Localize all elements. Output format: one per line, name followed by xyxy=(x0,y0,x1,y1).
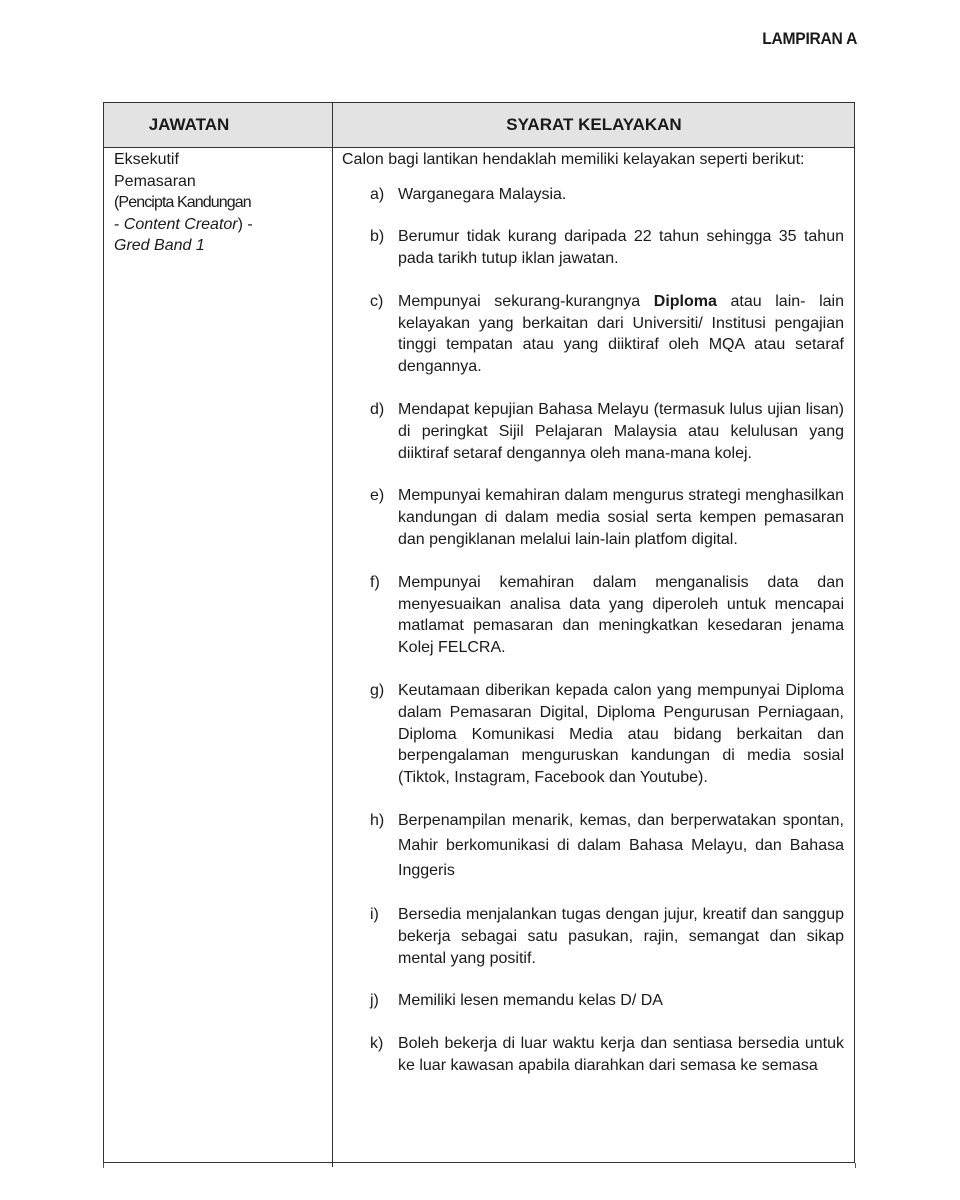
requirement-text: Berumur tidak kurang daripada 22 tahun sehingga 35 tahun pada tarikh tutup iklan jawatan. xyxy=(398,228,844,268)
requirement-item xyxy=(370,680,848,789)
annex-label: LAMPIRAN A xyxy=(762,29,857,48)
requirement-label: i) xyxy=(370,906,379,924)
position-prefix: - xyxy=(114,215,124,233)
requirement-label: b) xyxy=(370,228,385,246)
position-line: (Pencipta Kandungan xyxy=(114,194,251,211)
column-divider xyxy=(332,103,333,1167)
requirement-text: Bersedia menjalankan tugas dengan jujur, kreatif dan sanggup bekerja sebagai satu pasukan, rajin, semangat dan sikap mental yang positif. xyxy=(398,906,844,967)
requirement-label: e) xyxy=(370,487,385,505)
requirement-label: g) xyxy=(370,682,385,700)
requirement-text: Keutamaan diberikan kepada calon yang mempunyai Diploma dalam Pemasaran Digital, Diploma Pengurusan Perniagaan, Diploma Komunikasi Media atau bidang berkaitan dan berpengalaman menguruskan kandungan di media sosial (Tiktok, Instagram, Facebook dan Youtube). xyxy=(398,682,844,787)
position-line xyxy=(114,214,329,236)
table-border-tick xyxy=(103,1163,104,1168)
requirement-item xyxy=(370,291,848,378)
requirements-intro: Calon bagi lantikan hendaklah memiliki kelayakan seperti berikut: xyxy=(342,151,805,168)
requirement-item xyxy=(370,808,848,883)
requirement-bold: Diploma xyxy=(653,292,717,310)
eligibility-table xyxy=(103,102,855,1163)
requirement-label: d) xyxy=(370,401,385,419)
table-header xyxy=(104,103,854,148)
requirements-cell xyxy=(342,149,848,1077)
position-line: Pemasaran xyxy=(114,172,196,190)
position-italic: Content Creator xyxy=(123,215,238,233)
requirement-item xyxy=(370,226,848,270)
position-grade: Gred Band 1 xyxy=(114,237,205,254)
requirement-label: h) xyxy=(370,812,385,830)
requirement-text: Mendapat kepujian Bahasa Melayu (termasuk lulus ujian lisan) di peringkat Sijil Pelajaran Malaysia atau kelulusan yang diiktiraf setaraf dengannya oleh mana-mana kolej. xyxy=(398,401,844,462)
requirement-label: j) xyxy=(370,992,379,1010)
requirement-label: f) xyxy=(370,573,380,591)
requirement-text: Boleh bekerja di luar waktu kerja dan sentiasa bersedia untuk ke luar kawasan apabila diarahkan dari semasa ke semasa xyxy=(398,1035,844,1075)
requirement-label: k) xyxy=(370,1035,384,1053)
header-position: JAWATAN xyxy=(148,115,230,134)
requirement-item xyxy=(370,399,848,464)
position-line: Eksekutif xyxy=(114,151,179,168)
requirement-text: Berpenampilan menarik, kemas, dan berperwatakan spontan, Mahir berkomunikasi di dalam Bahasa Melayu, dan Bahasa Inggeris xyxy=(398,812,844,880)
requirement-item xyxy=(370,990,848,1012)
requirement-item xyxy=(370,1033,848,1077)
position-cell xyxy=(114,149,329,257)
requirement-item xyxy=(370,904,848,969)
position-suffix: ) - xyxy=(237,215,253,233)
requirement-text: Mempunyai sekurang-kurangnya Diploma atau lain- lain kelayakan yang berkaitan dari Universiti/ Institusi pengajian tinggi tempatan atau yang diiktiraf oleh MQA atau setaraf dengannya. xyxy=(398,292,844,376)
requirement-item xyxy=(370,184,848,206)
requirement-text: Memiliki lesen memandu kelas D/ DA xyxy=(398,992,663,1010)
requirement-label: a) xyxy=(370,185,385,203)
table-border-tick xyxy=(855,1163,856,1168)
requirement-item xyxy=(370,572,848,659)
header-requirements: SYARAT KELAYAKAN xyxy=(506,115,682,134)
requirement-item xyxy=(370,485,848,550)
requirement-label: c) xyxy=(370,292,384,310)
requirement-text: Mempunyai kemahiran dalam mengurus strategi menghasilkan kandungan di dalam media sosial serta kempen pemasaran dan pengiklanan melalui lain-lain platfom digital. xyxy=(398,487,844,549)
requirement-text: Warganegara Malaysia. xyxy=(398,185,567,203)
requirement-text: Mempunyai kemahiran dalam menganalisis data dan menyesuaikan analisa data yang diperoleh untuk mencapai matlamat pemasaran dan meningkatkan kesedaran jenama Kolej FELCRA. xyxy=(398,573,844,657)
